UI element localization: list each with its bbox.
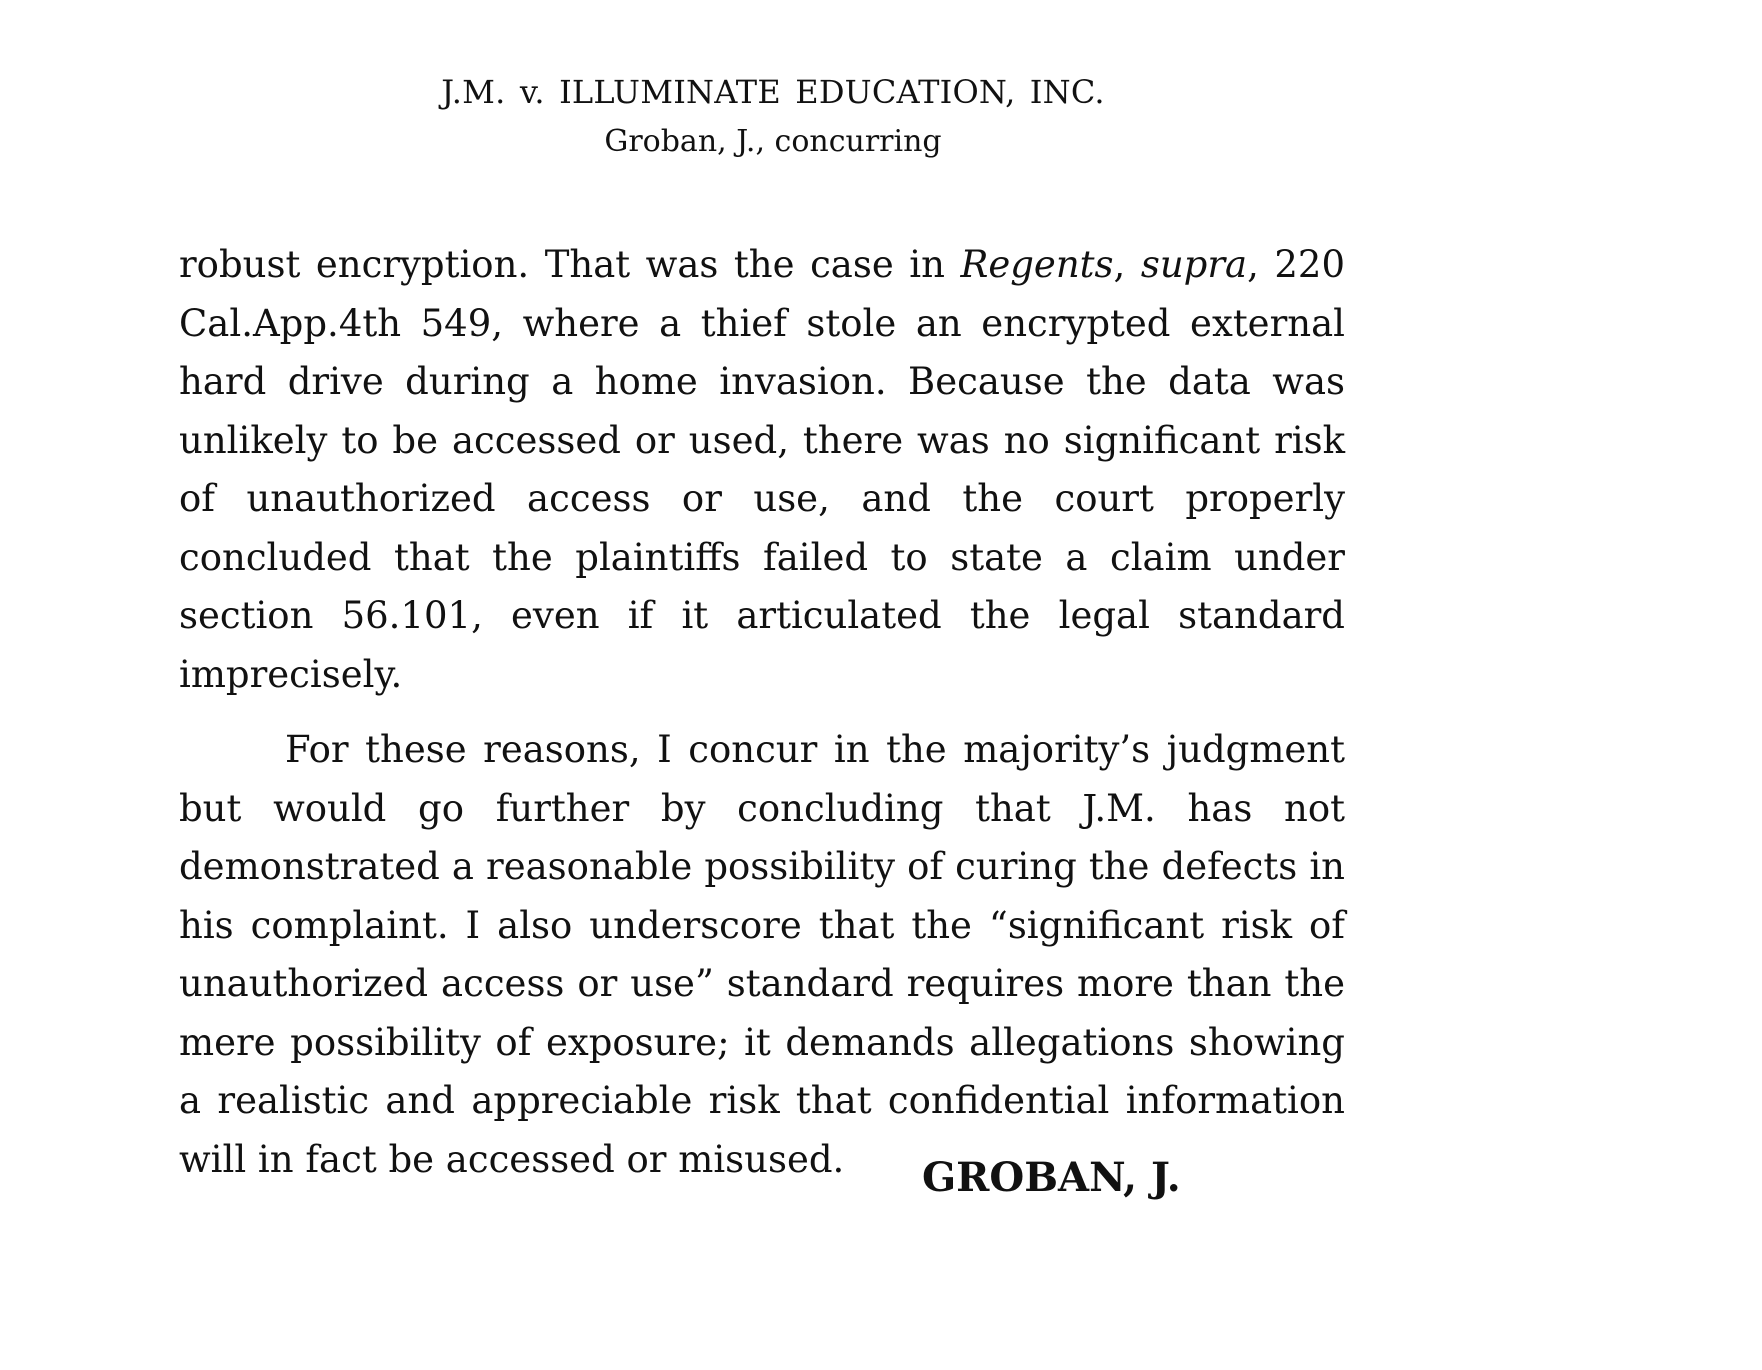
paragraph-1 (179, 236, 1345, 704)
supra-signal: supra (1140, 243, 1248, 286)
paragraph-1-text-c: , 220 Cal.App.4th 549, where a thief stole an encrypted external hard drive during a home invasion. Because the data was unlikely to be accessed or used, there was no significant risk of unauthorized access or use, and the court properly concluded that the plaintiffs failed to state a claim under section 56.101, even if it articulated the legal standard imprecisely. (179, 243, 1345, 696)
paragraph-2: For these reasons, I concur in the majority’s judgment but would go further by concluding that J.M. has not demonstrated a reasonable possibility of curing the defects in his complaint. I also underscore that the “significant risk of unauthorized access or use” standard requires more than the mere possibility of exposure; it demands allegations showing a realistic and appreciable risk that confidential information will in fact be accessed or misused. (179, 728, 1345, 1181)
paragraph-1-text-a: robust encryption. That was the case in (179, 243, 961, 286)
opinion-label: Groban, J., concurring (604, 124, 942, 159)
case-citation-regents: Regents (960, 243, 1114, 286)
paragraph-1-text-b: , (1113, 243, 1141, 286)
page-header (0, 72, 1546, 160)
case-title: J.M. v. ILLUMINATE EDUCATION, INC. (441, 73, 1105, 111)
signature: GROBAN, J. (922, 1154, 1181, 1201)
opinion-body (179, 236, 1345, 1189)
